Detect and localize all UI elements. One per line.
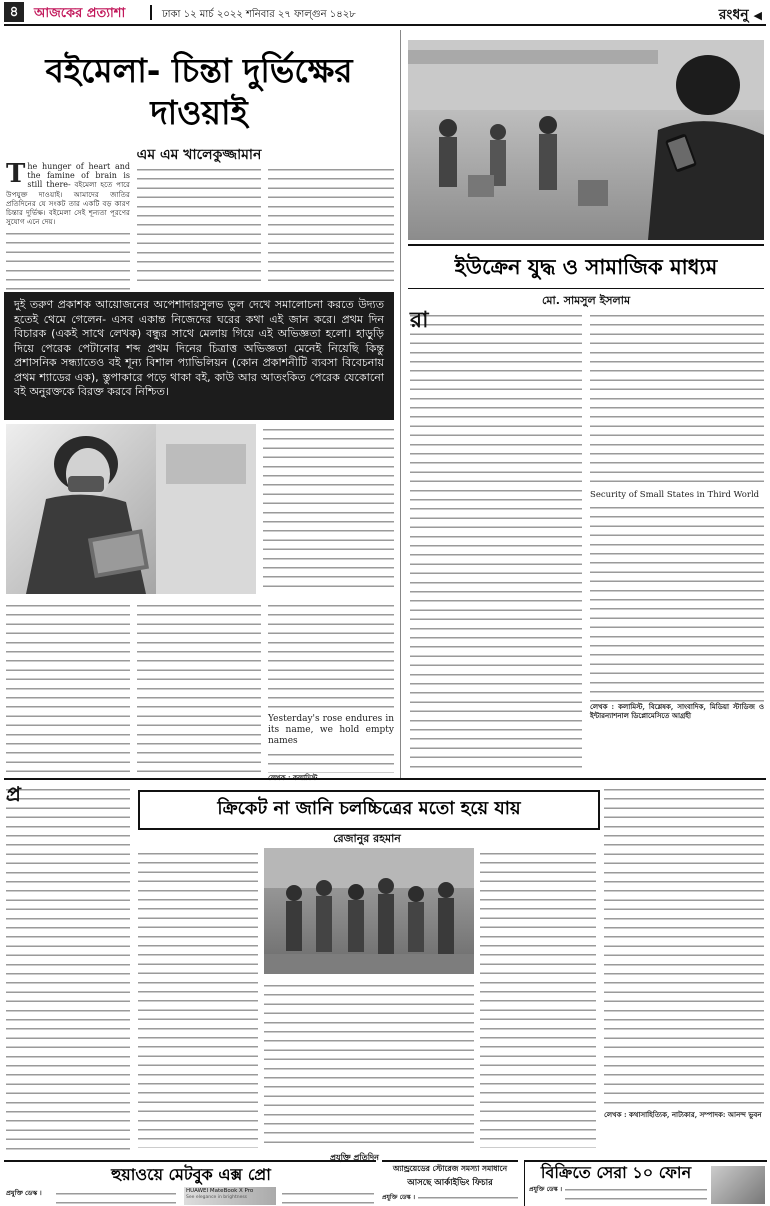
ad3-box bbox=[524, 1160, 767, 1206]
story1-pullquote-text: দুই তরুণ প্রকাশক আয়োজনের অপেশাদারসুলভ ভুল দেখে সমালোচনা করতে উদ্যত হতেই থেমে গেলেন- এসব একান্ত নিজেদের ঘরের কথা এই জান করে। প্রথম দিন বিচারক (একই সাথে লেখক) বন্ধুর সাথে মেলায় গিয়ে এই অভিজ্ঞতা হলো। হাড়ুড়ি দিয়ে পেরেক পেটানোর শব্দ প্রথম দিনের চিত্রাত্ত অভিজ্ঞতা মেনেই নিয়েছি কিন্তু প্রশাসনিক সন্ধ্যাতেও বই শূন্য বিশাল প্যাভিলিয়ন (কোন প্রকাশনীটি ব্যবসা বিবেচনায় প্রথম শ্যাডের এক), স্তুপাকারে পড়ে থাকা বই, কাউ আর আতংকিত পেরেক যেকোনো বই অনুরক্তকে বিরক্ত করবে নিশ্চিত। bbox=[14, 298, 384, 398]
ad1-product-name: HUAWEI MateBook X Pro bbox=[186, 1188, 254, 1194]
ad1-lead: প্রযুক্তি ডেস্ক । bbox=[6, 1189, 42, 1197]
story3-byline: রেজানুর রহমান bbox=[333, 832, 401, 845]
story2-photo-phone-users bbox=[408, 40, 764, 240]
section-name bbox=[719, 3, 762, 27]
story2-col2 bbox=[590, 310, 764, 770]
story1-photo-woman-reading bbox=[6, 424, 256, 594]
story1-bottom-col3 bbox=[268, 600, 394, 772]
ad2-box bbox=[382, 1160, 518, 1206]
story2-headline-box bbox=[408, 244, 764, 289]
ad3-headline: বিক্রিতে সেরা ১০ ফোন bbox=[540, 1163, 692, 1182]
story1-text bbox=[6, 228, 130, 290]
story2-col1 bbox=[410, 310, 582, 770]
story2-text-col1 bbox=[410, 310, 582, 770]
story2-signoff: লেখক : কলামিস্ট, বিশ্লেষক, সাংবাদিক, মিডিয়া স্টাডিজ ও ইন্টারন্যাশনাল ডিপ্লোমেসিতে আগ্রহী bbox=[590, 702, 764, 720]
ad2-text bbox=[418, 1192, 518, 1206]
story1-bottom-col1 bbox=[6, 600, 130, 772]
ad1-headline: হুয়াওয়ে মেটবুক এক্স প্রো bbox=[111, 1165, 271, 1184]
story3-headline: ক্রিকেট না জানি চলচ্চিত্রের মতো হয়ে যায় bbox=[217, 798, 521, 819]
dateline: ঢাকা ১২ মার্চ ২০২২ শনিবার ২৭ ফাল্গুন ১৪২৮ bbox=[162, 9, 356, 20]
story1-headline-line2: দাওয়াই bbox=[150, 93, 248, 132]
story3-credit: প্রযুক্তি প্রতিদিন bbox=[330, 1153, 379, 1162]
story1-headline-line1: বইমেলা- চিন্তা দুর্ভিক্ষের bbox=[45, 51, 353, 90]
page-number: ৪ bbox=[4, 2, 24, 22]
story2-byline: মো. সামসুল ইসলাম bbox=[541, 294, 631, 307]
column-divider bbox=[400, 30, 401, 778]
story1-lead-en: he hunger of heart and the famine of brain is still there- bbox=[27, 162, 130, 190]
story1-headline bbox=[4, 50, 394, 134]
story1-col-right-photo bbox=[263, 424, 394, 594]
story3-col-left bbox=[6, 784, 130, 1150]
story1-intro: বইমেলা হতে পারে উপযুক্ত দাওয়াই। আমাদের জাতির প্রতিদিনের যে সংকট তার একটি বড় কারণ চিন্তার দুর্ভিক্ষ। বইমেলা সেই শূন্যতা পূরণের সুযোগ এনে দেয়। bbox=[6, 180, 130, 227]
paper-logo: আজকের প্রত্যাশা bbox=[34, 6, 126, 21]
story3-col2 bbox=[138, 848, 258, 1148]
story2-english-quote: Security of Small States in Third World bbox=[590, 490, 760, 500]
story1-col3 bbox=[268, 164, 394, 288]
story1-col2 bbox=[137, 164, 261, 288]
story2-dropcap: রা bbox=[410, 308, 429, 333]
story3-text-left bbox=[6, 784, 130, 1150]
story1-english-quote: Yesterday's rose endures in its name, we hold empty names bbox=[268, 714, 394, 746]
ad3-text bbox=[565, 1184, 707, 1200]
story3-col5 bbox=[604, 784, 764, 1150]
ad3-photo-phone bbox=[711, 1166, 765, 1204]
story3-col4 bbox=[480, 848, 596, 1148]
story2-headline: ইউক্রেন যুদ্ধ ও সামাজিক মাধ্যম bbox=[454, 255, 718, 279]
story3-col3-below-photo bbox=[264, 980, 474, 1148]
ad2-title-line2: আসছে আর্কাইভিং ফিচার bbox=[407, 1178, 493, 1188]
story3-headline-box bbox=[138, 790, 600, 830]
story1-col1 bbox=[6, 162, 130, 290]
story1-byline: এম এম খালেকুজ্জামান bbox=[136, 147, 262, 163]
ad2-lead: প্রযুক্তি ডেস্ক । bbox=[382, 1194, 415, 1201]
ad1-product-image bbox=[184, 1187, 276, 1205]
story1-bottom-col2 bbox=[137, 600, 261, 772]
story1-dropcap: T bbox=[6, 162, 26, 189]
section-arrow-icon: ◀ bbox=[753, 9, 762, 22]
ad1-text-right bbox=[282, 1188, 374, 1204]
ad1-text bbox=[56, 1188, 176, 1204]
ad2-title-line1: অ্যান্ড্রয়েডের স্টোরেজ সমস্যা সমাধানে bbox=[392, 1164, 508, 1173]
section-rule-mid bbox=[4, 778, 766, 780]
masthead bbox=[4, 2, 766, 26]
ad1-product-tag: See elegance in brightness bbox=[186, 1195, 248, 1200]
story3-photo-cricket-team bbox=[264, 848, 474, 974]
story3-signoff: লেখক : কথাসাহিত্যিক, নাট্যকার, সম্পাদক: আনন্দ ভুবন bbox=[604, 1110, 762, 1119]
section-title: রংধনু bbox=[718, 7, 749, 23]
story1-pullquote bbox=[4, 292, 394, 420]
masthead-divider bbox=[150, 5, 152, 20]
ad3-lead: প্রযুক্তি ডেস্ক । bbox=[529, 1186, 562, 1193]
story3-dropcap: প্র bbox=[6, 782, 21, 806]
